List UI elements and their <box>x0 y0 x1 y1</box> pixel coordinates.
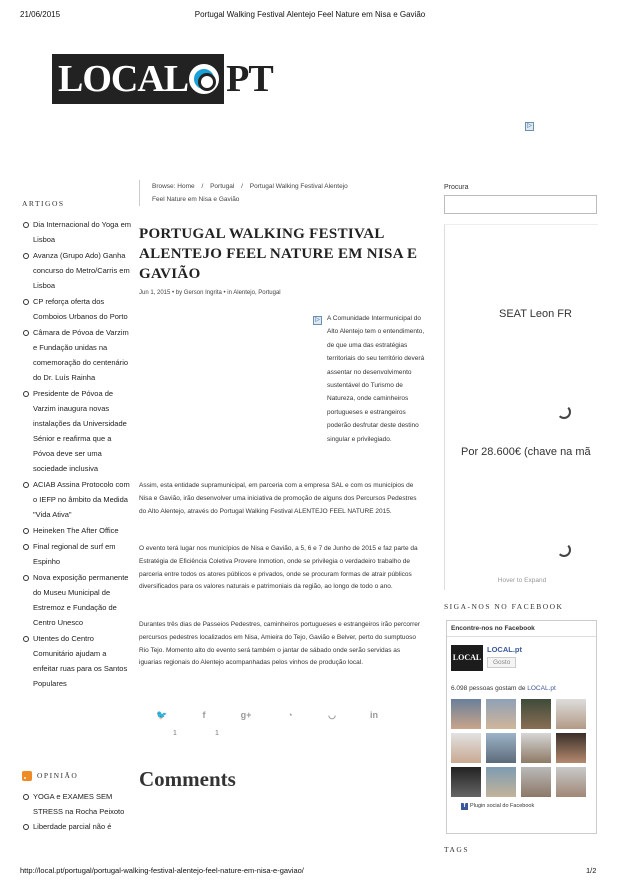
twitter-icon[interactable]: 🐦 <box>156 710 168 720</box>
opiniao-section <box>22 768 132 834</box>
breadcrumb-prefix: Browse: <box>152 183 176 190</box>
avatar[interactable] <box>486 699 516 729</box>
facebook-like-count-page[interactable]: LOCAL.pt <box>527 685 556 692</box>
avatar[interactable] <box>556 767 586 797</box>
list-item[interactable] <box>22 386 132 476</box>
rss-icon[interactable] <box>22 771 32 781</box>
article-intro: A Comunidade Intermunicipal do Alto Alentejo tem o entendimento, de que uma das estratégias territoriais do seu território deverá assentar no desenvolvimento sustentável do Turismo de Natureza, onde caminheiros portugueses e estrangeiros poderão desfrutar deste destino singular e privilegiado. <box>327 315 425 443</box>
left-sidebar <box>22 196 132 692</box>
list-item[interactable] <box>22 325 132 385</box>
article-meta: Jun 1, 2015 • by Gerson Ingrita • in Alentejo, Portugal <box>139 290 281 296</box>
avatar[interactable] <box>556 699 586 729</box>
avatar[interactable] <box>451 767 481 797</box>
tags-title: TAGS <box>444 845 469 854</box>
avatar[interactable] <box>451 733 481 763</box>
share-bar <box>155 710 385 740</box>
reddit-icon[interactable]: ◔ <box>287 710 293 720</box>
loading-spinner-icon <box>557 543 571 557</box>
list-item[interactable] <box>22 570 132 630</box>
breadcrumb <box>139 180 369 206</box>
ad-hover-hint: Hover to Expand <box>497 577 547 584</box>
logo-text-right: PT <box>226 58 273 100</box>
facebook-like-button[interactable]: Gosto <box>487 657 516 668</box>
opiniao-list <box>22 789 132 834</box>
google-plus-icon[interactable]: g+ <box>240 710 252 720</box>
facebook-like-count-text: 6.098 pessoas gostam de <box>451 685 526 692</box>
breadcrumb-home[interactable]: Home <box>177 183 195 190</box>
article-paragraph: Durantes três dias de Passeios Pedestres, caminheiros portugueses e estrangeiros irão percorrer percursos pedestres localizados em Nisa, Amieira do Tejo, Gavião e Belver, perto do sumptuoso Rio Tejo. Momento alto do evento será também o jantar de sábado onde serão servidas as iguarias regionais do Alentejo acompanhadas pelos vinhos de produção local. <box>139 621 421 667</box>
linkedin-icon[interactable]: in <box>370 710 378 720</box>
article-image-placeholder <box>313 316 322 325</box>
pocket-icon[interactable]: ◡ <box>328 710 336 720</box>
print-page-number: 1/2 <box>586 866 597 875</box>
facebook-plugin-text: Plugin social do Facebook <box>470 803 535 809</box>
artigo-link[interactable]: Nova exposição permanente do Museu Municipal de Estremoz e Fundação de Centro Unesco <box>33 573 129 627</box>
opiniao-link[interactable]: Liberdade parcial não é <box>33 822 112 831</box>
print-header <box>0 6 620 20</box>
opiniao-link[interactable]: YOGA e EXAMES SEM STRESS na Rocha Peixoto <box>33 792 125 816</box>
artigos-title: ARTIGOS <box>22 199 65 208</box>
list-item[interactable] <box>22 819 132 834</box>
artigo-link[interactable]: Utentes do Centro Comunitário ajudam a enfeitar ruas para os Santos Populares <box>33 634 128 688</box>
logo-box <box>52 54 224 104</box>
list-item[interactable] <box>22 477 132 522</box>
search-label: Procura <box>444 184 469 191</box>
print-date: 21/06/2015 <box>20 10 61 19</box>
artigo-link[interactable]: Final regional de surf em Espinho <box>33 542 116 566</box>
list-item[interactable] <box>22 523 132 538</box>
avatar[interactable] <box>486 767 516 797</box>
list-item[interactable] <box>22 294 132 324</box>
comments-heading: Comments <box>139 767 236 791</box>
list-item[interactable] <box>22 539 132 569</box>
facebook-icon: f <box>461 803 468 810</box>
artigos-list <box>22 217 132 691</box>
avatar[interactable] <box>521 733 551 763</box>
breadcrumb-category[interactable]: Portugal <box>210 183 235 190</box>
facebook-page-logo[interactable]: LOCAL <box>451 645 483 671</box>
artigo-link[interactable]: Heineken The After Office <box>33 526 119 535</box>
facebook-section-title: SIGA-NOS NO FACEBOOK <box>444 602 564 611</box>
avatar[interactable] <box>556 733 586 763</box>
artigo-link[interactable]: Avanza (Grupo Ado) Ganha concurso do Metro/Carris em Lisboa <box>33 251 130 290</box>
avatar[interactable] <box>451 699 481 729</box>
logo-ring-icon <box>189 64 219 94</box>
loading-spinner-icon <box>557 405 571 419</box>
article-paragraph: O evento terá lugar nos municípios de Nisa e Gavião, a 5, 6 e 7 de Junho de 2015 e faz parte da Estratégia de Eficiência Coletiva Provere Inmotion, onde se privilegia o verdadeiro trabalho de parceria entre todos os atores públicos e privados, onde se procuram formas de atrair públicos diversificados para os valores naturais e patrimoniais da região, ao longo de todo o ano. <box>139 545 418 591</box>
avatar[interactable] <box>521 767 551 797</box>
opiniao-title: OPINIÃO <box>37 771 79 780</box>
breadcrumb-sep: / <box>241 183 243 190</box>
print-url: http://local.pt/portugal/portugal-walking-festival-alentejo-feel-nature-em-nisa-e-gaviao/ <box>20 866 304 875</box>
breadcrumb-sep: / <box>201 183 204 190</box>
artigo-link[interactable]: Dia Internacional do Yoga em Lisboa <box>33 220 131 244</box>
artigo-link[interactable]: CP reforça oferta dos Comboios Urbanos do Porto <box>33 297 128 321</box>
ad-title: SEAT Leon FR <box>499 308 572 320</box>
logo-text-left: LOCAL <box>58 58 189 100</box>
facebook-widget <box>446 620 597 834</box>
facebook-page-name[interactable]: LOCAL.pt <box>487 645 522 654</box>
print-title: Portugal Walking Festival Alentejo Feel Nature em Nisa e Gavião <box>194 10 426 19</box>
share-count-facebook: 1 <box>215 730 219 737</box>
facebook-like-count <box>451 685 556 692</box>
facebook-plugin-footer[interactable] <box>461 803 534 810</box>
list-item[interactable] <box>22 789 132 819</box>
artigo-link[interactable]: Presidente de Póvoa de Varzim inaugura novas instalações da Universidade Sénior e reafirma que a Póvoa deve ser uma sociedade inclusiva <box>33 389 127 473</box>
list-item[interactable] <box>22 248 132 293</box>
ad-choices-icon[interactable]: ▷ <box>525 122 534 131</box>
avatar[interactable] <box>521 699 551 729</box>
broken-image-icon: ▷ <box>313 316 322 325</box>
breadcrumb-current: Portugal Walking Festival Alentejo <box>249 183 348 190</box>
site-logo[interactable] <box>52 54 273 104</box>
list-item[interactable] <box>22 631 132 691</box>
article-paragraph: Assim, esta entidade supramunicipal, em parceria com a empresa SAL e com os municípios de Nisa e Gavião, irão desenvolver uma iniciativa de promoção de alguns dos Percursos Pedestres do Alto Alentejo, através do Portugal Walking Festival ALENTEJO FEEL NATURE 2015. <box>139 482 417 515</box>
facebook-widget-header: Encontre-nos no Facebook <box>447 621 596 637</box>
ad-price: Por 28.600€ (chave na mã <box>461 446 591 458</box>
artigo-link[interactable]: Câmara de Póvoa de Varzim e Fundação unidas na comemoração do centenário do Dr. Luís Rainha <box>33 328 129 382</box>
article-title: PORTUGAL WALKING FESTIVAL ALENTEJO FEEL NATURE EM NISA E GAVIÃO <box>139 226 418 282</box>
share-count-twitter: 1 <box>173 730 177 737</box>
search-input[interactable] <box>444 195 597 214</box>
avatar[interactable] <box>486 733 516 763</box>
list-item[interactable] <box>22 217 132 247</box>
breadcrumb-current-cont: Feel Nature em Nisa e Gavião <box>152 196 240 203</box>
facebook-icon[interactable]: f <box>202 710 206 720</box>
ad-banner[interactable] <box>444 224 598 590</box>
artigo-link[interactable]: ACIAB Assina Protocolo com o IEFP no âmbito da Medida "Vida Ativa" <box>33 480 130 519</box>
